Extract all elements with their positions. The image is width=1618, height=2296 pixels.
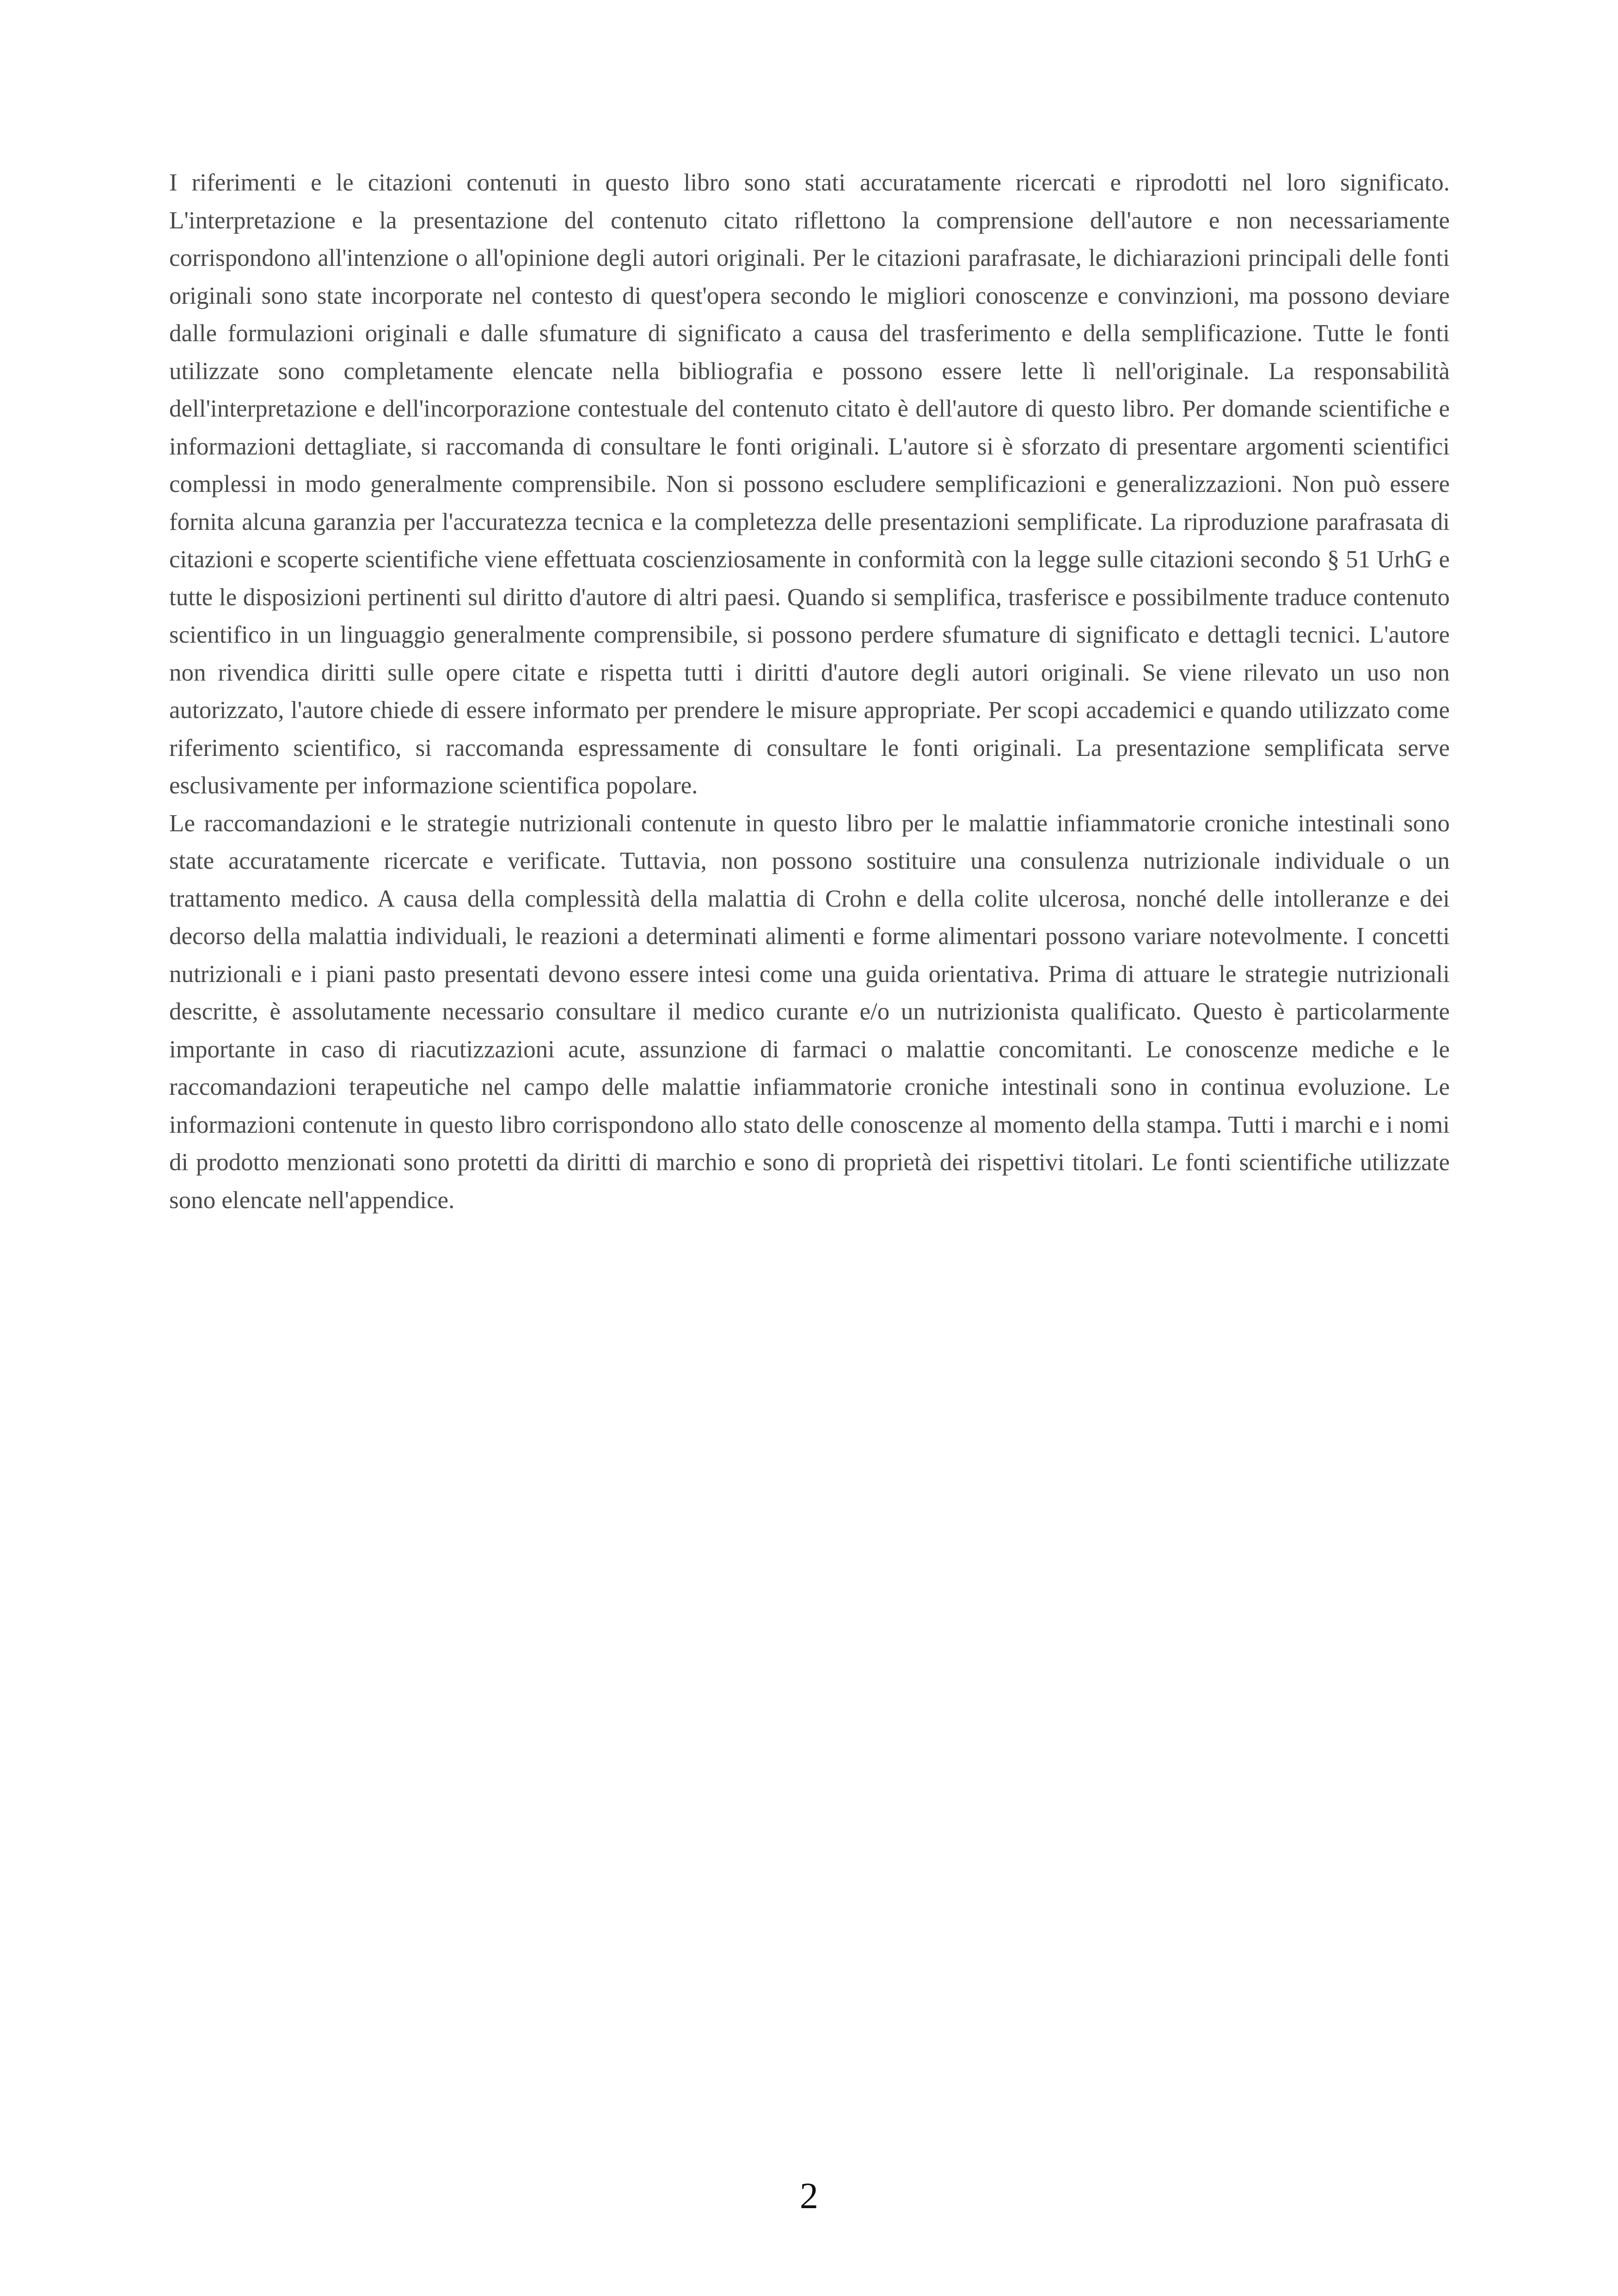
disclaimer-paragraph-nutrition: Le raccomandazioni e le strategie nutrizionali contenute in questo libro per le malattie infiammatorie croniche intestinali sono state accuratamente ricercate e verificate. Tuttavia, non possono sostituire una consulenza nutrizionale individuale o un trattamento medico. A causa della complessità della malattia di Crohn e della colite ulcerosa, nonché delle intolleranze e dei decorso della malattia individuali, le reazioni a determinati alimenti e forme alimentari possono variare notevolmente. I concetti nutrizionali e i piani pasto presentati devono essere intesi come una guida orientativa. Prima di attuare le strategie nutrizionali descritte, è assolutamente necessario consultare il medico curante e/o un nutrizionista qualificato. Questo è particolarmente importante in caso di riacutizzazioni acute, assunzione di farmaci o malattie concomitanti. Le conoscenze mediche e le raccomandazioni terapeutiche nel campo delle malattie infiammatorie croniche intestinali sono in continua evoluzione. Le informazioni contenute in questo libro corrispondono allo stato delle conoscenze al momento della stampa. Tutti i marchi e i nomi di prodotto menzionati sono protetti da diritti di marchio e sono di proprietà dei rispettivi titolari. Le fonti scientifiche utilizzate sono elencate nell'appendice. <box>169 810 1450 1214</box>
page-number: 2 <box>800 2176 818 2216</box>
disclaimer-paragraph-citations: I riferimenti e le citazioni contenuti in questo libro sono stati accuratamente ricercati e riprodotti nel loro significato. L'interpretazione e la presentazione del contenuto citato riflettono la comprensione dell'autore e non necessariamente corrispondono all'intenzione o all'opinione degli autori originali. Per le citazioni parafrasate, le dichiarazioni principali delle fonti originali sono state incorporate nel contesto di quest'opera secondo le migliori conoscenze e convinzioni, ma possono deviare dalle formulazioni originali e dalle sfumature di significato a causa del trasferimento e della semplificazione. Tutte le fonti utilizzate sono completamente elencate nella bibliografia e possono essere lette lì nell'originale. La responsabilità dell'interpretazione e dell'incorporazione contestuale del contenuto citato è dell'autore di questo libro. Per domande scientifiche e informazioni dettagliate, si raccomanda di consultare le fonti originali. L'autore si è sforzato di presentare argomenti scientifici complessi in modo generalmente comprensibile. Non si possono escludere semplificazioni e generalizzazioni. Non può essere fornita alcuna garanzia per l'accuratezza tecnica e la completezza delle presentazioni semplificate. La riproduzione parafrasata di citazioni e scoperte scientifiche viene effettuata coscienziosamente in conformità con la legge sulle citazioni secondo § 51 UrhG e tutte le disposizioni pertinenti sul diritto d'autore di altri paesi. Quando si semplifica, trasferisce e possibilmente traduce contenuto scientifico in un linguaggio generalmente comprensibile, si possono perdere sfumature di significato e dettagli tecnici. L'autore non rivendica diritti sulle opere citate e rispetta tutti i diritti d'autore degli autori originali. Se viene rilevato un uso non autorizzato, l'autore chiede di essere informato per prendere le misure appropriate. Per scopi accademici e quando utilizzato come riferimento scientifico, si raccomanda espressamente di consultare le fonti originali. La presentazione semplificata serve esclusivamente per informazione scientifica popolare. <box>169 169 1450 799</box>
body-text <box>169 164 1450 1219</box>
